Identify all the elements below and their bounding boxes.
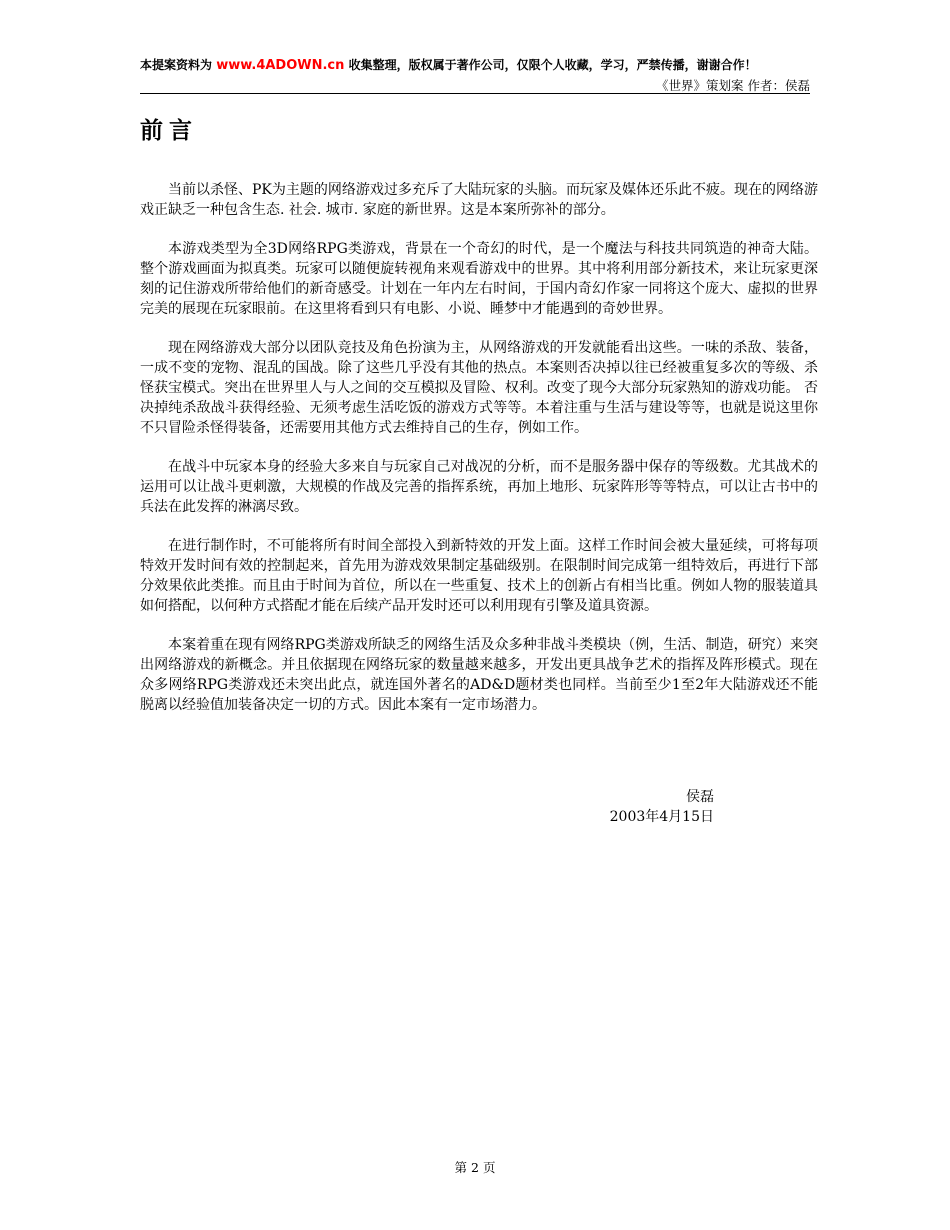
document-body <box>140 181 818 735</box>
header-doc-info: 《世界》策划案 作者：侯磊 <box>656 78 810 93</box>
header-divider <box>140 93 810 94</box>
paragraph-1: 当前以杀怪、PK为主题的网络游戏过多充斥了大陆玩家的头脑。而玩家及媒体还乐此不疲。现在的网络游戏正缺乏一种包含生态. 社会. 城市. 家庭的新世界。这是本案所弥补的部分。 <box>140 182 818 218</box>
paragraph-3: 现在网络游戏大部分以团队竞技及角色扮演为主，从网络游戏的开发就能看出这些。一味的杀敌、装备，一成不变的宠物、混乱的国战。除了这些几乎没有其他的热点。本案则否决掉以往已经被重复多次的等级、杀怪获宝模式。突出在世界里人与人之间的交互模拟及冒险、权利。改变了现今大部分玩家熟知的游戏功能。 否决掉纯杀敌战斗获得经验、无须考虑生活吃饭的游戏方式等等。本着注重与生活与建设等等，也就是说这里你不只冒险杀怪得装备，还需要用其他方式去维持自己的生存，例如工作。 <box>140 340 818 436</box>
paragraph-2: 本游戏类型为全3D网络RPG类游戏，背景在一个奇幻的时代，是一个魔法与科技共同筑造的神奇大陆。整个游戏画面为拟真类。玩家可以随便旋转视角来观看游戏中的世界。其中将利用部分新技术，来让玩家更深刻的记住游戏所带给他们的新奇感受。计划在一年内左右时间，于国内奇幻作家一同将这个庞大、虚拟的世界完美的展现在玩家眼前。在这里将看到只有电影、小说、睡梦中才能遇到的奇妙世界。 <box>140 241 818 317</box>
paragraph-4: 在战斗中玩家本身的经验大多来自与玩家自己对战况的分析，而不是服务器中保存的等级数。尤其战术的运用可以让战斗更刺激，大规模的作战及完善的指挥系统，再加上地形、玩家阵形等等特点，可以让古书中的兵法在此发挥的淋漓尽致。 <box>140 459 818 515</box>
paragraph-6: 本案着重在现有网络RPG类游戏所缺乏的网络生活及众多种非战斗类模块（例，生活、制造，研究）来突出网络游戏的新概念。并且依据现在网络玩家的数量越来越多，开发出更具战争艺术的指挥及阵形模式。现在众多网络RPG类游戏还未突出此点，就连国外著名的AD&D题材类也同样。当前至少1至2年大陆游戏还不能脱离以经验值加装备决定一切的方式。因此本案有一定市场潜力。 <box>140 637 818 713</box>
header-brand-link[interactable]: www.4ADOWN.cn <box>216 58 345 73</box>
signature-author: 侯磊 <box>686 789 714 805</box>
page-header-notice <box>140 56 810 73</box>
header-suffix: 收集整理，版权属于著作公司，仅限个人收藏，学习，严禁传播，谢谢合作！ <box>344 58 757 72</box>
paragraph-5: 在进行制作时，不可能将所有时间全部投入到新特效的开发上面。这样工作时间会被大量延续，可将每项特效开发时间有效的控制起来，首先用为游戏效果制定基础级别。在限制时间完成第一组特效后，再进行下部分效果依此类推。而且由于时间为首位，所以在一些重复、技术上的创新占有相当比重。例如人物的服装道具如何搭配，以何种方式搭配才能在后续产品开发时还可以利用现有引擎及道具资源。 <box>140 538 818 614</box>
page-number: 第 2 页 <box>454 1160 496 1175</box>
page-title: 前言 <box>140 118 198 144</box>
signature-date: 2003年4月15日 <box>609 809 714 825</box>
header-prefix: 本提案资料为 <box>140 58 217 72</box>
